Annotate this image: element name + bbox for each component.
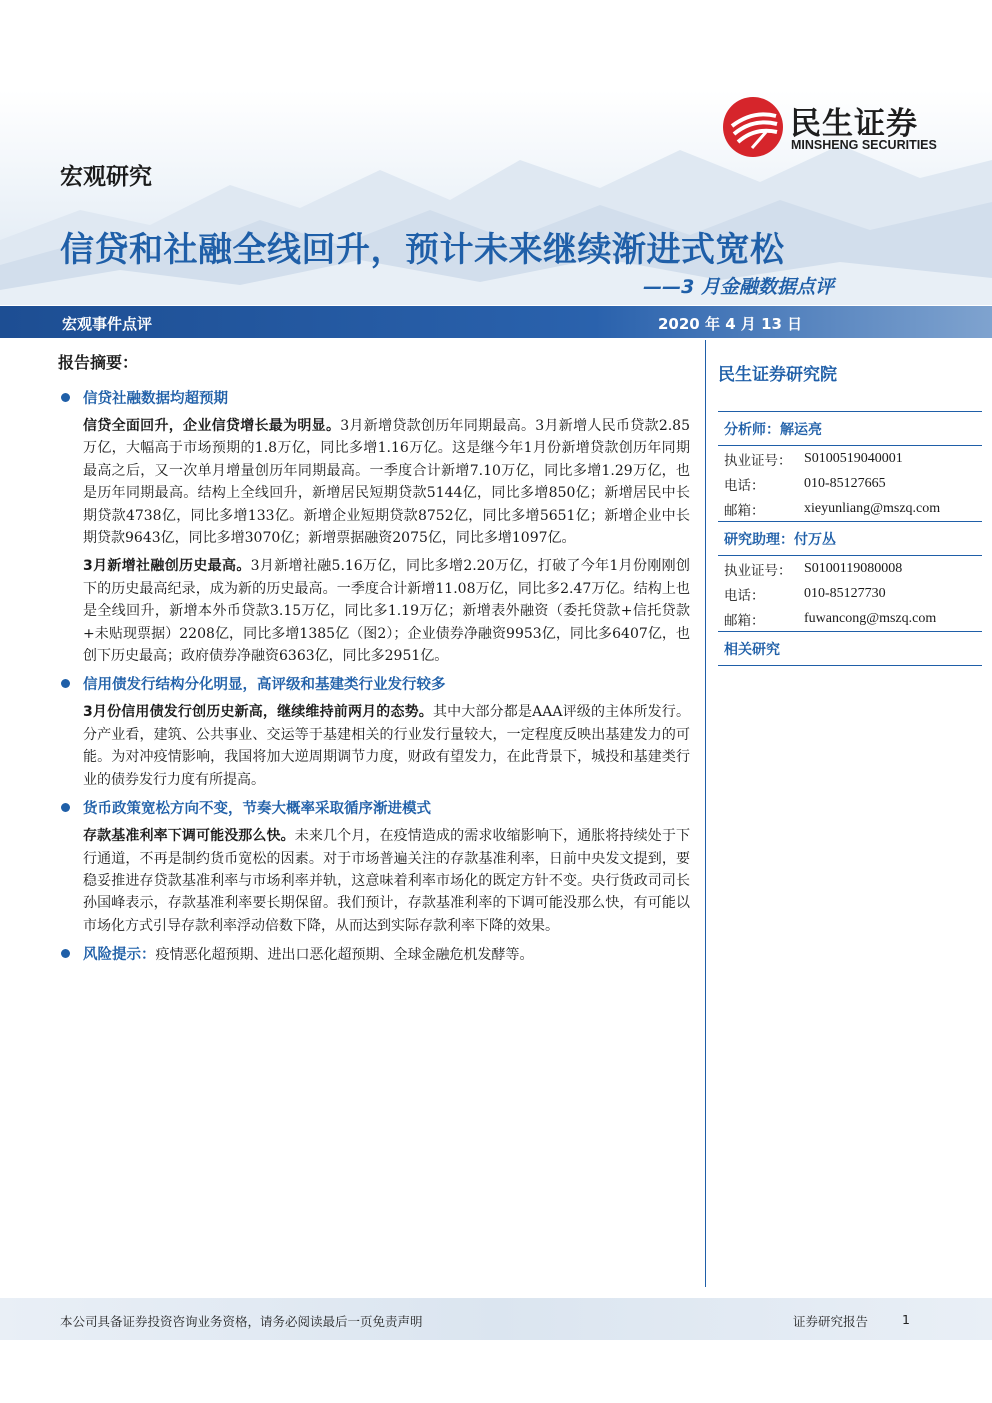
report-title: 信贷和社融全线回升，预计未来继续渐进式宽松 <box>60 230 785 270</box>
logo-text-en: MINSHENG SECURITIES <box>791 138 937 152</box>
related-research-heading: 相关研究 <box>724 642 780 658</box>
paragraph-lead: 存款基准利率下调可能没那么快。 <box>83 828 295 845</box>
paragraph-text: 3月新增贷款创历年同期最高。3月新增人民币贷款2.85万亿，大幅高于市场预期的1.8万亿，同比多增1.16万亿。这是继今年1月份新增贷款创历年同期最高之后，又一次单月增量创历年同期最高。一季度合计新增7.10万亿，同比多增1.29万亿，也是历年同期最高。结构上全线回升，新增居民短期贷款5144亿，同比多增850亿；新增居民中长期贷款4738亿，同比多增133亿。新增企业短期贷款8752亿，同比多增5651亿；新增企业中长期贷款9643亿，同比多增3070亿；新增票据融资2075亿，同比多增1097亿。 <box>83 418 690 547</box>
section-heading: 货币政策宽松方向不变，节奏大概率采取循序渐进模式 <box>58 797 690 818</box>
summary-heading: 报告摘要： <box>58 353 139 372</box>
brand-logo <box>722 96 952 158</box>
summary-column <box>58 350 690 971</box>
logo-text-cn: 民生证券 <box>790 106 918 142</box>
paragraph-lead: 3月新增社融创历史最高。 <box>83 558 251 575</box>
summary-section-3 <box>58 797 690 937</box>
paragraph-lead: 3月份信用债发行创历史新高，继续维持前两月的态势。 <box>83 704 433 721</box>
paragraph-lead: 信贷全面回升，企业信贷增长最为明显。 <box>83 418 341 434</box>
report-type-label: 宏观事件点评 <box>62 315 153 333</box>
analyst-heading: 分析师：解运亮 <box>724 422 822 438</box>
analyst-license-row: 执业证号： S0100519040001 <box>724 450 903 469</box>
bullet-icon <box>61 679 70 688</box>
report-subtitle: ——3 月金融数据点评 <box>643 276 834 298</box>
report-date: 2020 年 4 月 13 日 <box>658 315 803 333</box>
bullet-icon <box>61 949 70 958</box>
risk-section <box>58 943 690 964</box>
paragraph-text: 3月新增社融5.16万亿，同比多增2.20万亿，打破了今年1月份刚刚创下的历史最高纪录，成为新的历史最高。一季度合计新增11.08万亿，同比多2.47万亿。结构上也是全线回升，新增本外币贷款3.15万亿，同比多1.19万亿；新增表外融资（委托贷款+信托贷款+未贴现票据）2208亿，同比多增1385亿（图2）；企业债券净融资9953亿，同比多6407亿，也创下历史最高；政府债券净融资6363亿，同比多2951亿。 <box>83 558 690 665</box>
summary-section-2 <box>58 673 690 791</box>
institute-name: 民生证券研究院 <box>718 365 837 385</box>
report-category: 宏观研究 <box>60 164 152 190</box>
section-heading: 信贷社融数据均超预期 <box>58 387 690 408</box>
analyst-email-link[interactable]: xieyunliang@mszq.com <box>804 500 941 516</box>
assistant-license-row: 执业证号： S0100119080008 <box>724 560 903 579</box>
footer-doc-type: 证券研究报告 <box>793 1314 869 1329</box>
analyst-phone-row: 电话： 010-85127665 <box>724 475 886 494</box>
assistant-email-row: 邮箱： fuwancong@mszq.com <box>724 610 937 629</box>
paragraph-text: 其中大部分都是AAA评级的主体所发行。分产业看，建筑、公共事业、交运等于基建相关的行业发行量较大，一定程度反映出基建发力的可能。为对冲疫情影响，我国将加大逆周期调节力度，财政有望发力，在此背景下，城投和基建类行业的债券发行力度有所提高。 <box>83 704 690 788</box>
risk-text: 疫情恶化超预期、进出口恶化超预期、全球金融危机发酵等。 <box>155 946 534 963</box>
bullet-icon <box>61 393 70 402</box>
summary-paragraph <box>83 415 690 549</box>
footer-disclaimer: 本公司具备证券投资咨询业务资格，请务必阅读最后一页免责声明 <box>60 1314 423 1329</box>
risk-warning <box>58 943 690 964</box>
analyst-sidebar <box>718 360 982 666</box>
bullet-icon <box>61 803 70 812</box>
summary-paragraph <box>83 701 690 791</box>
analyst-email-row: 邮箱： xieyunliang@mszq.com <box>724 500 941 519</box>
assistant-heading: 研究助理：付万丛 <box>724 532 836 548</box>
column-divider <box>705 340 706 1287</box>
summary-section-1 <box>58 387 690 667</box>
risk-label: 风险提示： <box>83 947 156 964</box>
section-heading: 信用债发行结构分化明显，高评级和基建类行业发行较多 <box>58 673 690 694</box>
assistant-email-link[interactable]: fuwancong@mszq.com <box>804 610 937 626</box>
summary-paragraph <box>83 555 690 667</box>
assistant-phone-row: 电话： 010-85127730 <box>724 585 886 604</box>
page-number: 1 <box>902 1312 910 1327</box>
summary-paragraph <box>83 825 690 937</box>
logo-mark-icon <box>722 96 784 158</box>
paragraph-text: 未来几个月，在疫情造成的需求收缩影响下，通胀将持续处于下行通道，不再是制约货币宽松的因素。对于市场普遍关注的存款基准利率，日前中央发文提到，要稳妥推进存贷款基准利率与市场利率并轨，这意味着利率市场化的既定方针不变。央行货政司司长孙国峰表示，存款基准利率要长期保留。我们预计，存款基准利率的下调可能没那么快，有可能以市场化方式引导存款利率浮动倍数下降，从而达到实际存款利率下降的效果。 <box>83 828 691 934</box>
divider <box>718 665 982 666</box>
